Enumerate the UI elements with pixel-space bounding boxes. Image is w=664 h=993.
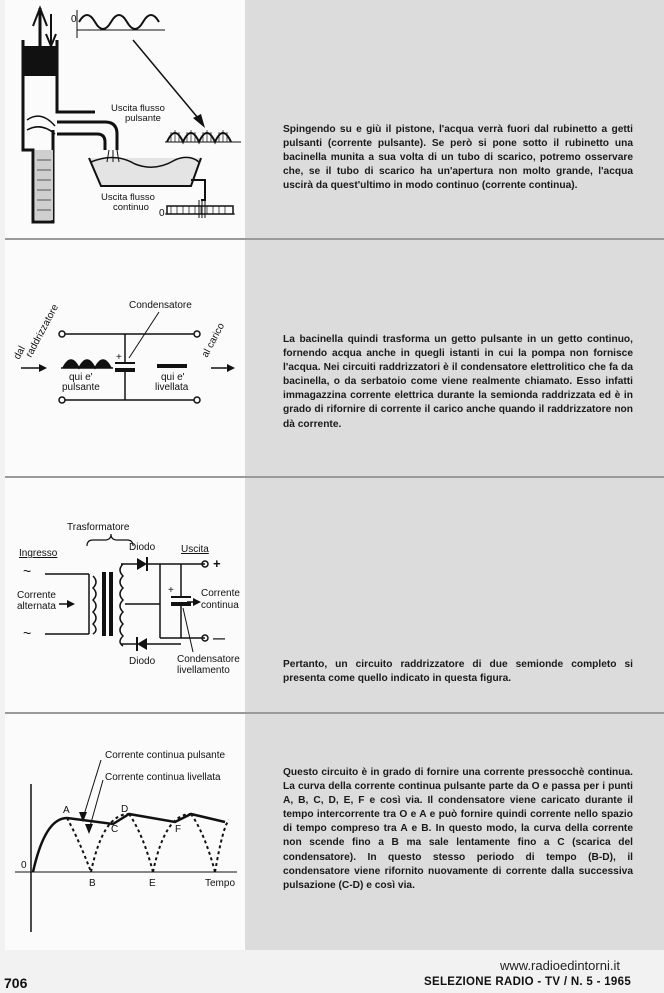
fig3-alt-current-label-1: Corrente xyxy=(17,590,56,601)
fig4-point-o: 0 xyxy=(21,860,27,871)
fig1-continuous-flow-label-2: continuo xyxy=(113,202,149,213)
footer-url: www.radioedintorni.it xyxy=(500,958,620,973)
figure3-rectifier-circuit xyxy=(5,478,245,712)
fig3-input-label: Ingresso xyxy=(19,548,58,559)
fig3-transformer-label: Trasformatore xyxy=(67,522,130,533)
fig2-condenser-label: Condensatore xyxy=(129,300,192,311)
fig2-pulsing-label-2: pulsante xyxy=(62,382,100,393)
paragraph-3: Pertanto, un circuito raddrizzatore di due semionde completo si presenta come quello indicato in questa figura. xyxy=(283,659,633,685)
fig3-plus-label: + xyxy=(213,556,221,571)
fig1-pulsed-flow-label-2: pulsante xyxy=(125,113,161,124)
text1-panel xyxy=(245,0,664,238)
fig1-continuous-flow-label-1: Uscita flusso xyxy=(101,192,155,203)
fig3-minus-label: — xyxy=(213,631,225,645)
publication-title: SELEZIONE RADIO - TV / N. 5 - 1965 xyxy=(424,976,632,988)
figure2-condenser-diagram xyxy=(5,240,245,476)
fig4-point-c: C xyxy=(111,824,119,835)
fig1-origin-top-label: 0 xyxy=(71,14,77,25)
fig2-plus-label: + xyxy=(116,352,122,363)
fig3-tilde-bottom: ~ xyxy=(23,625,32,641)
page-number: 706 xyxy=(4,975,28,991)
fig4-time-label: Tempo xyxy=(205,878,236,889)
fig2-levelled-label-2: livellata xyxy=(155,382,189,393)
fig2-levelled-label-1: qui e' xyxy=(161,372,185,383)
fig4-levelled-dc-label: Corrente continua livellata xyxy=(105,772,221,783)
fig2-to-load-label: al carico xyxy=(199,321,228,360)
paragraph-4: Questo circuito è in grado di fornire una corrente pressocchè continua. La curva della corrente continua pulsante parte da O e passa per i punti A, B, C, D, E, F e così via. Il condensatore viene caricato durante il tempo intercorrente tra O e A e può fornire quindi corrente nello spazio di tempo compreso tra A e B. In questo modo, la curva della corrente non scende fino a B ma sale lentamente fino a C (scarica del condensatore). In questo stesso periodo di tempo (B-D), il condensatore viene rifornito nuovamente di corrente dalla successiva pulsazione (C-D) e così via. xyxy=(283,767,633,891)
fig2-pulsing-label-1: qui e' xyxy=(69,372,93,383)
fig3-dc-current-label-1: Corrente xyxy=(201,588,240,599)
fig4-pulsing-dc-label: Corrente continua pulsante xyxy=(105,750,226,761)
fig3-cap-plus-label: + xyxy=(168,585,174,596)
fig3-alt-current-label-2: alternata xyxy=(17,601,56,612)
fig2-from-rectifier-label-2: raddrizzatore xyxy=(23,302,62,360)
fig3-cap-label-2: livellamento xyxy=(177,665,230,676)
fig4-point-b: B xyxy=(89,878,96,889)
fig3-diode-top-label: Diodo xyxy=(129,542,156,553)
fig3-cap-label-1: Condensatore xyxy=(177,654,240,665)
paragraph-1: Spingendo su e giù il pistone, l'acqua verrà fuori dal rubinetto a getti pulsanti (corrente pulsante). Se però si pone sotto il rubinetto una bacinella munita a sua volta di un tubo di scarico, potremo osservare che, se il tubo di scarico ha un'apertura non molto grande, l'acqua uscirà da quest'ultimo in modo continuo (corrente continua). xyxy=(283,124,633,192)
fig4-point-a: A xyxy=(63,805,70,816)
figure4-waveform-diagram xyxy=(5,714,245,950)
fig3-output-label: Uscita xyxy=(181,544,209,555)
fig3-tilde-top: ~ xyxy=(23,563,32,579)
fig4-point-d: D xyxy=(121,804,129,815)
fig3-dc-current-label-2: continua xyxy=(201,600,239,611)
paragraph-2: La bacinella quindi trasforma un getto pulsante in un getto continuo, fornendo acqua anche in quegli istanti in cui la pompa non fornisce l'acqua. Nei circuiti raddrizzatori è il condensatore elettrolitico che fa da bacinella, o da serbatoio come viene realmente chiamato. Esso infatti immagazzina corrente elettrica durante la semionda raddrizzata ed è in grado di rifornire di corrente il carico anche quando il raddrizzatore non dà corrente. xyxy=(283,334,633,430)
fig4-point-e: E xyxy=(149,878,156,889)
fig2-from-rectifier-label-1: dal xyxy=(11,344,28,362)
figure1-water-pump-diagram xyxy=(5,0,245,238)
fig1-origin-bottom-label: 0 xyxy=(159,208,165,219)
fig4-point-f: F xyxy=(175,824,182,835)
fig3-diode-bottom-label: Diodo xyxy=(129,656,156,667)
fig1-pulsed-flow-label-1: Uscita flusso xyxy=(111,103,165,114)
